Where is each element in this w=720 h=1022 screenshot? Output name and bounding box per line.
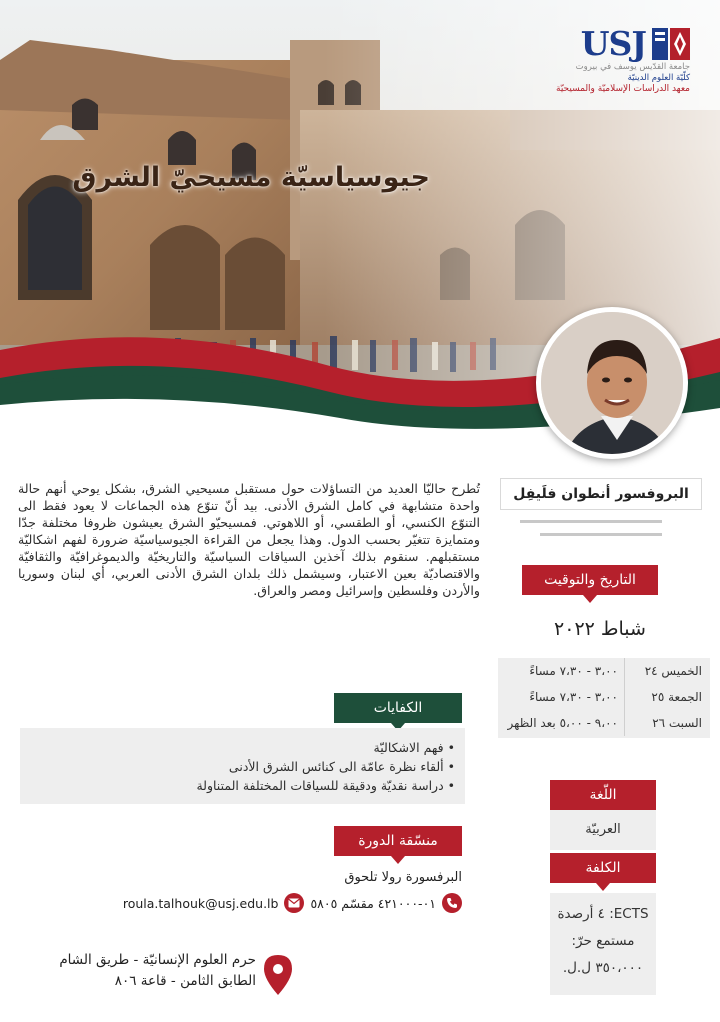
logo-institute-name: معهد الدراسات الإسلاميّة والمسيحيّة	[556, 84, 690, 94]
schedule-row	[498, 684, 710, 710]
speaker-portrait	[536, 307, 688, 459]
language-value: العربيّة	[585, 822, 621, 837]
schedule-day: الجمعة ٢٥	[624, 684, 710, 710]
email-icon	[284, 893, 304, 913]
list-item: • دراسة نقديّة ودقيقة للسياقات المختلفة المتناولة	[30, 776, 455, 795]
coordinator-name: البرفسورة رولا تلحوق	[344, 870, 462, 885]
competencies-heading: الكفايات	[334, 693, 462, 723]
coordinator-email[interactable]: roula.talhouk@usj.edu.lb	[122, 895, 279, 911]
schedule-row	[498, 658, 710, 684]
schedule-row	[498, 710, 710, 736]
heading-pointer	[596, 883, 610, 891]
list-item: • فهم الاشكاليّة	[30, 738, 455, 757]
heading-pointer	[583, 595, 597, 603]
usj-emblem-icon	[652, 26, 690, 62]
cost-listener-price: ٣٥٠،٠٠٠ ل.ل.	[562, 960, 644, 976]
divider	[540, 533, 662, 536]
logo-wordmark: USJ	[580, 24, 646, 63]
language-box	[550, 810, 656, 850]
schedule-heading: التاريخ والتوقيت	[522, 565, 658, 595]
course-description: تُطرح حاليّا العديد من التساؤلات حول مستقبل مسيحيي الشرق، بشكل يوحي أنهم حالة واحدة متشابهة في كامل الشرق الأدنى. بيد أنّ تنوّع هذه الجماعات لا يعود فقط الى التنوّع الكنسي، أو الطقسي، أو اللاهوتي. فمسيحيّو الشرق يعيشون ظروفا مختلفة جدّا ومتمايزة تتغيّر بحسب الدول. وهذا يجعل من القراءة الجيوسياسيّة ضرورة لفهم اشكاليّة مستقبلهم. سنقوم بذلك آخذين السياقات السياسيّة والتاريخيّة والديموغرافيّة والثقافيّة والاقتصاديّة بعين الاعتبار، وسيشمل ذلك بلدان الشرق الأدنى العربي، أي لبنان وسوريا والأردن وفلسطين وإسرائيل ومصر والعراق.	[18, 481, 480, 598]
schedule-time: ٣،٠٠ - ٧،٣٠ مساءً	[529, 664, 618, 678]
schedule-day: السبت ٢٦	[624, 710, 710, 736]
logo-faculty-name: كلّيّة العلوم الدينيّة	[627, 73, 690, 83]
speaker-name: البروفسور أنطوان فلَيفِل	[500, 478, 702, 510]
cost-listener-label: مستمع حرّ:	[571, 933, 635, 949]
address-line: حرم العلوم الإنسانيّة - طريق الشام	[59, 952, 256, 968]
coordinator-phone[interactable]: ٠١-٤٢١٠٠٠ مقسّم ٥٨٠٥	[310, 895, 436, 911]
cost-heading: الكلفة	[550, 853, 656, 883]
logo-university-name: جامعة القدّيس يوسف في بيروت	[575, 62, 690, 72]
usj-logo[interactable]	[520, 26, 690, 95]
schedule-time: ٩،٠٠ - ٥،٠٠ بعد الظهر	[507, 716, 618, 730]
venue-address	[20, 950, 256, 992]
divider	[520, 520, 662, 523]
coordinator-contact	[100, 892, 462, 914]
heading-pointer	[391, 856, 405, 864]
cost-ects: ECTS: ٤ أرصدة	[557, 906, 649, 922]
schedule-month: شباط ٢٠٢٢	[554, 618, 646, 640]
course-title: جيوسياسيّة مسيحيّ الشرق	[72, 162, 430, 193]
location-pin-icon	[264, 955, 292, 995]
cost-box	[550, 893, 656, 995]
coordinator-heading: منسّقة الدورة	[334, 826, 462, 856]
schedule-table	[498, 658, 710, 738]
competencies-list	[30, 738, 455, 795]
schedule-day: الخميس ٢٤	[624, 658, 710, 684]
address-line: الطابق الثامن - قاعة ٨٠٦	[114, 973, 256, 989]
phone-icon	[442, 893, 462, 913]
list-item: • ألقاء نظرة عامّة الى كنائس الشرق الأدنى	[30, 757, 455, 776]
schedule-time: ٣،٠٠ - ٧،٣٠ مساءً	[529, 690, 618, 704]
language-heading: اللّغة	[550, 780, 656, 810]
